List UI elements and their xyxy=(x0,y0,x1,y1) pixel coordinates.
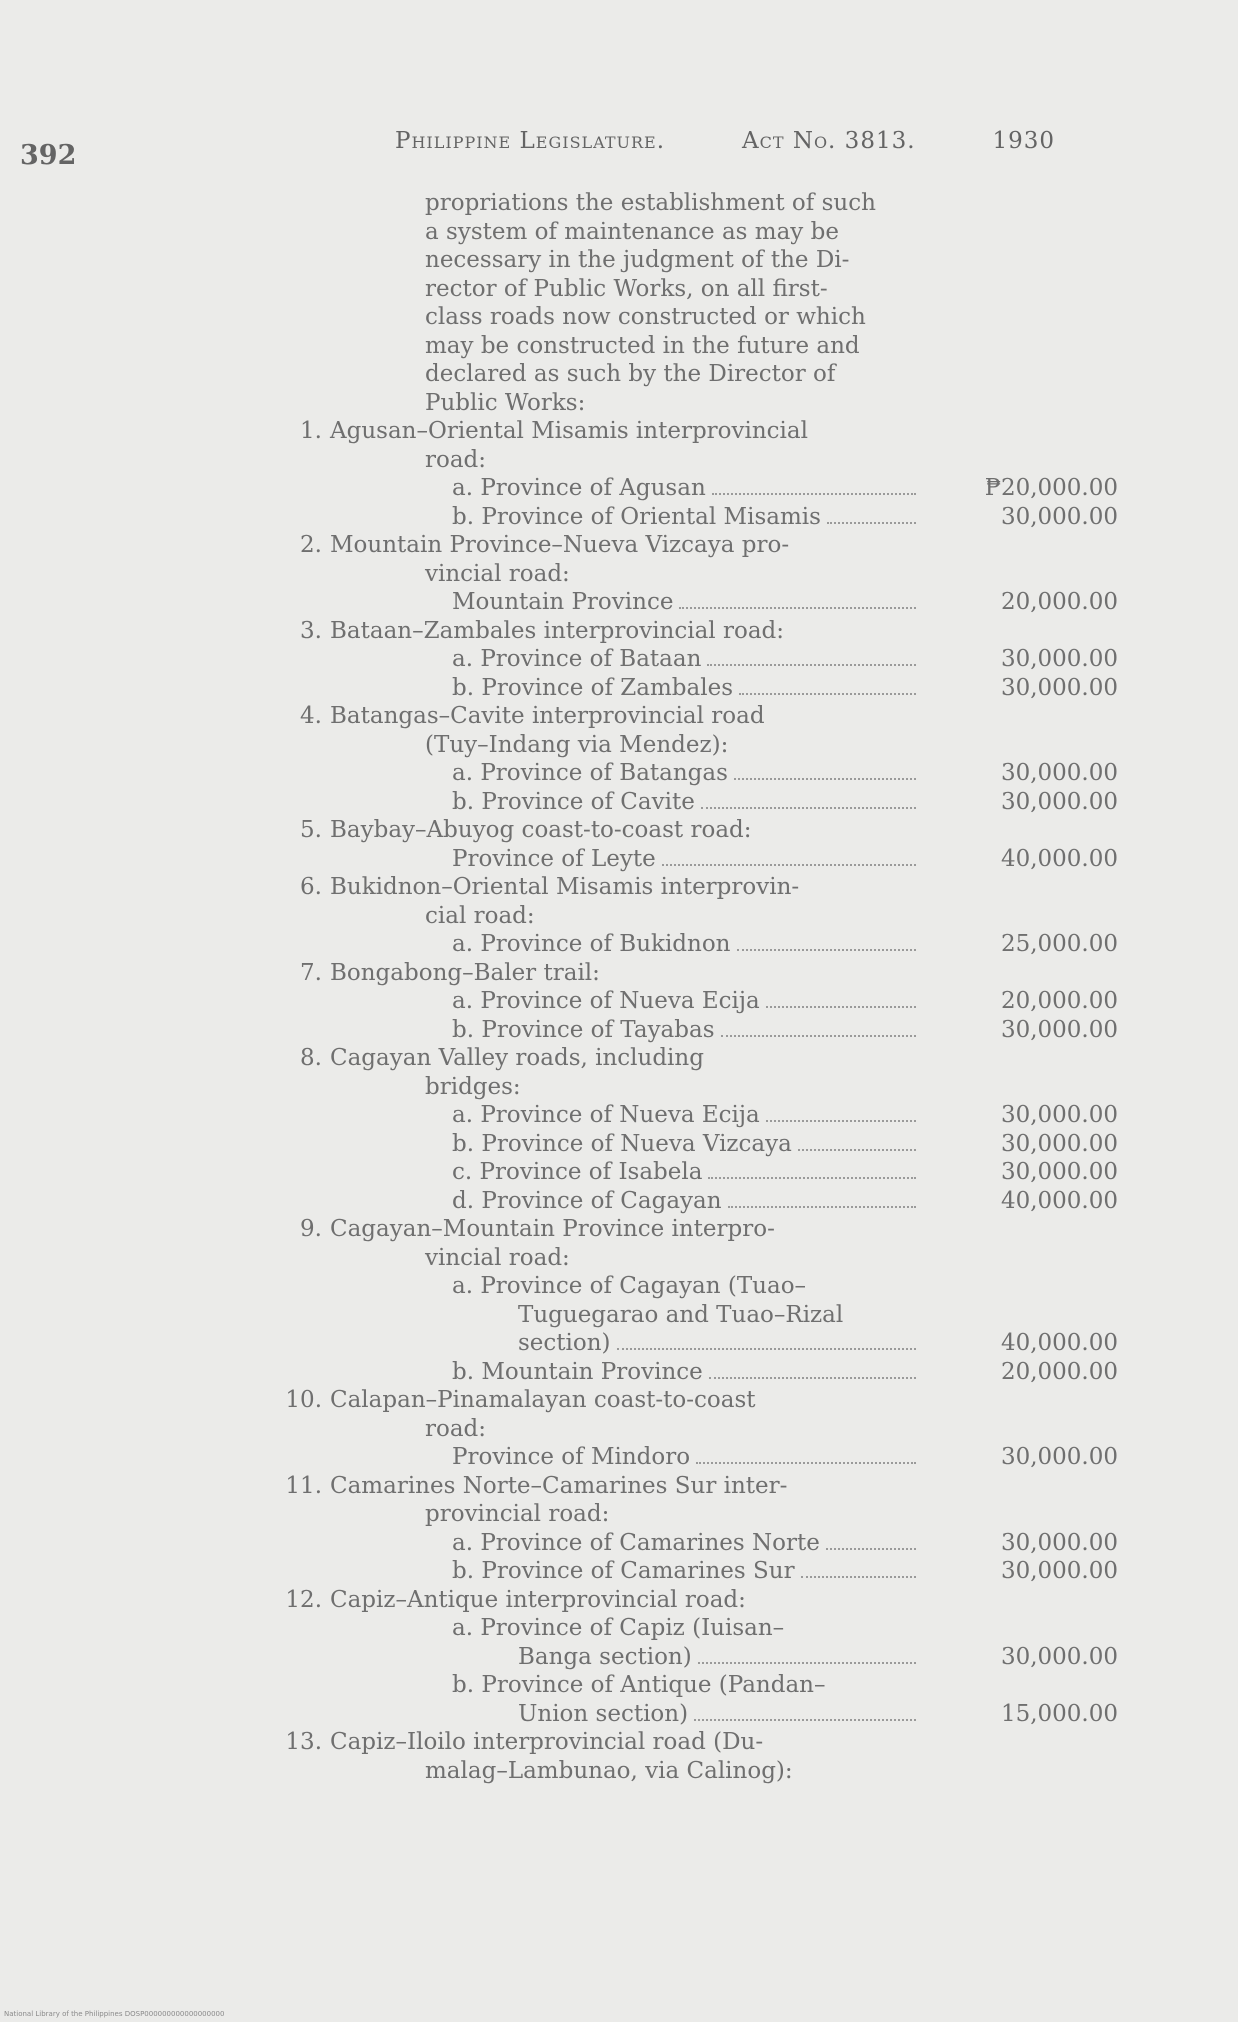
text-line xyxy=(0,1757,1238,1786)
row-text: Baybay–Abuyog coast-to-coast road: xyxy=(330,817,752,843)
text-line xyxy=(0,1671,1238,1700)
section-heading xyxy=(0,1044,1238,1073)
appropriation-row xyxy=(0,1358,1238,1387)
row-text: a. Province of Capiz (Iuisan– xyxy=(452,1615,785,1641)
text-line xyxy=(0,1272,1238,1301)
row-text: Bataan–Zambales interprovincial road: xyxy=(330,617,785,644)
section-heading xyxy=(0,1215,1238,1244)
row-text: section) xyxy=(518,1330,611,1356)
intro-line: a system of maintenance as may be xyxy=(425,218,839,245)
row-text: b. Province of Tayabas xyxy=(452,1016,715,1043)
text-line xyxy=(0,1500,1238,1529)
appropriation-row xyxy=(0,474,1238,503)
appropriation-row xyxy=(0,588,1238,617)
intro-line: propriations the establishment of such xyxy=(425,190,876,216)
section-heading xyxy=(0,531,1238,560)
text-line xyxy=(0,446,1238,475)
footer-text: National Library of the Philippines DOSP000000000000000000 xyxy=(4,2010,225,2018)
running-title: Philippine Legislature. xyxy=(395,128,666,154)
row-text: Cagayan Valley roads, including xyxy=(330,1045,704,1071)
appropriation-row xyxy=(0,1187,1238,1216)
amount: 40,000.00 xyxy=(1000,845,1118,872)
appropriation-row xyxy=(0,1130,1238,1159)
row-text: b. Province of Nueva Vizcaya xyxy=(452,1130,792,1157)
dot-leader xyxy=(739,693,916,695)
intro-line: rector of Public Works, on all first- xyxy=(425,275,828,302)
appropriation-row xyxy=(0,1101,1238,1130)
amount: 30,000.00 xyxy=(1000,503,1118,530)
item-number: 8. xyxy=(300,1045,322,1071)
item-number: 3. xyxy=(300,617,322,644)
row-text: cial road: xyxy=(425,902,535,929)
dot-leader xyxy=(709,1377,916,1379)
dot-leader xyxy=(728,1206,916,1208)
row-text: a. Province of Nueva Ecija xyxy=(452,988,760,1014)
item-number: 12. xyxy=(285,1586,322,1613)
appropriation-row xyxy=(0,1643,1238,1672)
running-head xyxy=(395,128,1055,154)
appropriation-row xyxy=(0,645,1238,674)
amount: 30,000.00 xyxy=(1000,674,1118,701)
row-text: provincial road: xyxy=(425,1501,610,1527)
item-number: 10. xyxy=(285,1387,322,1413)
row-text: b. Mountain Province xyxy=(452,1358,703,1385)
row-text: Province of Mindoro xyxy=(452,1444,691,1470)
appropriation-row xyxy=(0,1016,1238,1045)
section-heading xyxy=(0,1586,1238,1615)
text-line xyxy=(0,731,1238,760)
amount: 30,000.00 xyxy=(1000,788,1118,815)
page-number: 392 xyxy=(20,140,77,171)
row-text: Mountain Province–Nueva Vizcaya pro- xyxy=(330,532,790,558)
row-text: Cagayan–Mountain Province interpro- xyxy=(330,1216,775,1242)
row-text: road: xyxy=(425,1415,487,1442)
amount: ₱20,000.00 xyxy=(984,475,1118,501)
text-line xyxy=(0,1073,1238,1102)
text-line xyxy=(0,902,1238,931)
amount: 30,000.00 xyxy=(1000,1529,1118,1556)
intro-line: necessary in the judgment of the Di- xyxy=(425,247,850,273)
section-heading xyxy=(0,959,1238,988)
dot-leader xyxy=(827,522,916,524)
row-text: Mountain Province xyxy=(452,589,674,615)
dot-leader xyxy=(694,1719,916,1721)
intro-line: Public Works: xyxy=(425,389,586,416)
item-number: 7. xyxy=(300,959,322,986)
row-text: a. Province of Batangas xyxy=(452,760,728,786)
amount: 30,000.00 xyxy=(1000,1159,1118,1185)
dot-leader xyxy=(721,1035,916,1037)
appropriation-row xyxy=(0,1443,1238,1472)
appropriation-row xyxy=(0,1329,1238,1358)
dot-leader xyxy=(617,1348,916,1350)
amount: 30,000.00 xyxy=(1000,1643,1118,1670)
row-text: a. Province of Bataan xyxy=(452,646,702,672)
section-heading xyxy=(0,1472,1238,1501)
item-number: 9. xyxy=(300,1216,322,1242)
text-line xyxy=(0,1244,1238,1273)
year: 1930 xyxy=(992,128,1055,154)
text-line xyxy=(0,1415,1238,1444)
row-text: Agusan–Oriental Misamis interprovincial xyxy=(330,418,808,444)
text-line xyxy=(0,560,1238,589)
row-text: (Tuy–Indang via Mendez): xyxy=(425,731,729,758)
intro-line: declared as such by the Director of xyxy=(425,361,836,387)
section-heading xyxy=(0,1728,1238,1757)
section-heading xyxy=(0,617,1238,646)
row-text: Batangas–Cavite interprovincial road xyxy=(330,703,765,729)
dot-leader xyxy=(679,607,916,609)
amount: 30,000.00 xyxy=(1000,1102,1118,1128)
row-text: a. Province of Camarines Norte xyxy=(452,1529,820,1556)
amount: 30,000.00 xyxy=(1000,1558,1118,1584)
act-number: Act No. 3813. xyxy=(741,128,916,154)
row-text: c. Province of Isabela xyxy=(452,1159,703,1185)
amount: 20,000.00 xyxy=(1000,589,1118,615)
item-number: 4. xyxy=(300,703,322,729)
dot-leader xyxy=(707,664,916,666)
row-text: Bongabong–Baler trail: xyxy=(330,959,600,986)
item-number: 6. xyxy=(300,874,322,900)
row-text: a. Province of Cagayan (Tuao– xyxy=(452,1273,807,1299)
dot-leader xyxy=(826,1548,916,1550)
appropriation-row xyxy=(0,503,1238,532)
row-text: Province of Leyte xyxy=(452,845,656,872)
appropriation-row xyxy=(0,1158,1238,1187)
row-text: Capiz–Iloilo interprovincial road (Du- xyxy=(330,1729,764,1755)
row-text: d. Province of Cagayan xyxy=(452,1187,722,1214)
intro-line: may be constructed in the future and xyxy=(425,332,860,359)
row-text: Tuguegarao and Tuao–Rizal xyxy=(518,1301,844,1328)
row-text: Capiz–Antique interprovincial road: xyxy=(330,1586,746,1613)
dot-leader xyxy=(766,1006,916,1008)
intro-line: class roads now constructed or which xyxy=(425,304,866,330)
appropriation-row xyxy=(0,930,1238,959)
row-text: vincial road: xyxy=(425,1244,570,1271)
row-text: a. Province of Agusan xyxy=(452,475,706,501)
amount: 30,000.00 xyxy=(1000,1016,1118,1043)
item-number: 2. xyxy=(300,532,322,558)
item-number: 1. xyxy=(300,418,322,444)
section-heading xyxy=(0,417,1238,446)
row-text: malag–Lambunao, via Calinog): xyxy=(425,1757,793,1784)
section-heading xyxy=(0,873,1238,902)
row-text: Calapan–Pinamalayan coast-to-coast xyxy=(330,1387,756,1413)
section-heading xyxy=(0,702,1238,731)
row-text: b. Province of Antique (Pandan– xyxy=(452,1672,826,1698)
appropriation-row xyxy=(0,987,1238,1016)
row-text: b. Province of Cavite xyxy=(452,788,695,815)
item-number: 5. xyxy=(300,817,322,843)
appropriation-row xyxy=(0,1529,1238,1558)
item-number: 11. xyxy=(285,1472,322,1499)
amount: 30,000.00 xyxy=(1000,760,1118,786)
amount: 40,000.00 xyxy=(1000,1187,1118,1214)
dot-leader xyxy=(698,1662,916,1664)
row-text: a. Province of Nueva Ecija xyxy=(452,1102,760,1128)
section-heading xyxy=(0,1386,1238,1415)
section-heading xyxy=(0,816,1238,845)
appropriation-row xyxy=(0,1700,1238,1729)
amount: 20,000.00 xyxy=(1000,1358,1118,1385)
dot-leader xyxy=(798,1149,916,1151)
amount: 40,000.00 xyxy=(1000,1330,1118,1356)
document-body xyxy=(0,189,1238,1785)
text-line xyxy=(0,1301,1238,1330)
dot-leader xyxy=(734,778,916,780)
appropriation-row xyxy=(0,674,1238,703)
amount: 30,000.00 xyxy=(1000,646,1118,672)
appropriation-row xyxy=(0,788,1238,817)
amount: 30,000.00 xyxy=(1000,1130,1118,1157)
amount: 25,000.00 xyxy=(1000,931,1118,957)
item-number: 13. xyxy=(285,1729,322,1755)
row-text: Banga section) xyxy=(518,1643,692,1670)
dot-leader xyxy=(801,1576,916,1578)
row-text: Union section) xyxy=(518,1700,689,1727)
appropriation-row xyxy=(0,845,1238,874)
row-text: bridges: xyxy=(425,1073,521,1100)
amount: 20,000.00 xyxy=(1000,988,1118,1014)
appropriation-row xyxy=(0,1557,1238,1586)
amount: 30,000.00 xyxy=(1000,1444,1118,1470)
dot-leader xyxy=(766,1120,916,1122)
dot-leader xyxy=(712,493,916,495)
row-text: Camarines Norte–Camarines Sur inter- xyxy=(330,1472,788,1499)
row-text: Bukidnon–Oriental Misamis interprovin- xyxy=(330,874,800,900)
row-text: b. Province of Oriental Misamis xyxy=(452,503,821,530)
dot-leader xyxy=(662,864,916,866)
amount: 15,000.00 xyxy=(1000,1700,1118,1727)
appropriation-row xyxy=(0,759,1238,788)
dot-leader xyxy=(696,1462,916,1464)
row-text: b. Province of Zambales xyxy=(452,674,734,701)
dot-leader xyxy=(737,949,917,951)
dot-leader xyxy=(701,807,916,809)
row-text: b. Province of Camarines Sur xyxy=(452,1558,795,1584)
row-text: road: xyxy=(425,446,487,473)
row-text: a. Province of Bukidnon xyxy=(452,931,731,957)
text-line xyxy=(0,1614,1238,1643)
row-text: vincial road: xyxy=(425,560,570,587)
dot-leader xyxy=(708,1177,916,1179)
